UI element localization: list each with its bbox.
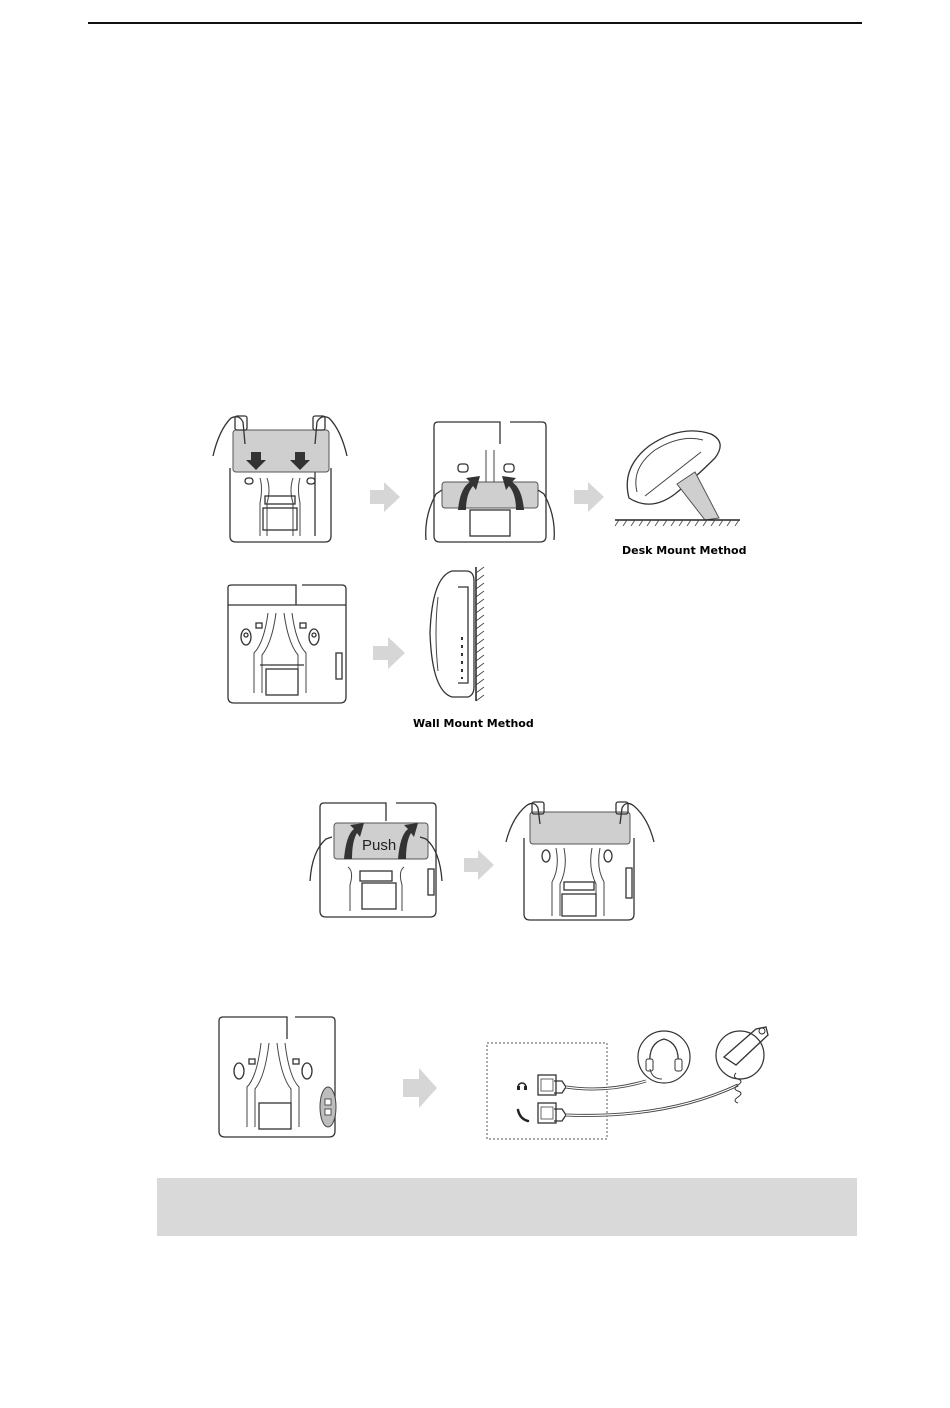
handset-icon (518, 1110, 528, 1121)
arrow-3 (373, 637, 407, 669)
desk-mount-step1-figure (205, 408, 355, 548)
arrow-5 (403, 1068, 439, 1108)
arrow-4 (464, 850, 496, 880)
desk-mount-step2-figure (420, 420, 560, 550)
phone-back-stand-removed-illustration (500, 798, 660, 923)
wall-mount-result-figure (428, 567, 498, 702)
phone-back-push-illustration (300, 801, 450, 921)
phone-back-push-stand-illustration (420, 420, 560, 550)
phone-on-desk-illustration (615, 428, 745, 528)
desk-mount-result-figure (615, 428, 745, 528)
phone-back-wall-holes-illustration (220, 583, 350, 708)
desk-mount-caption: Desk Mount Method (622, 544, 747, 557)
remove-stand-step1-figure (300, 801, 450, 921)
push-label: Push (362, 837, 397, 854)
wall-mount-step1-figure (220, 583, 350, 708)
arrow-1 (370, 482, 402, 512)
headset-connection-figure (486, 1023, 786, 1143)
phone-back-with-stand-illustration (205, 408, 355, 548)
phone-on-wall-illustration (428, 567, 498, 702)
note-box (157, 1178, 857, 1236)
remove-stand-step2-figure (500, 798, 660, 923)
headset-handset-cable-illustration (486, 1023, 786, 1143)
arrow-2 (574, 482, 606, 512)
phone-back-headset-port-illustration (213, 1015, 348, 1140)
headset-icon (517, 1083, 527, 1090)
header-rule (88, 22, 862, 24)
wall-mount-caption: Wall Mount Method (413, 717, 534, 730)
headset-step1-figure (213, 1015, 348, 1140)
